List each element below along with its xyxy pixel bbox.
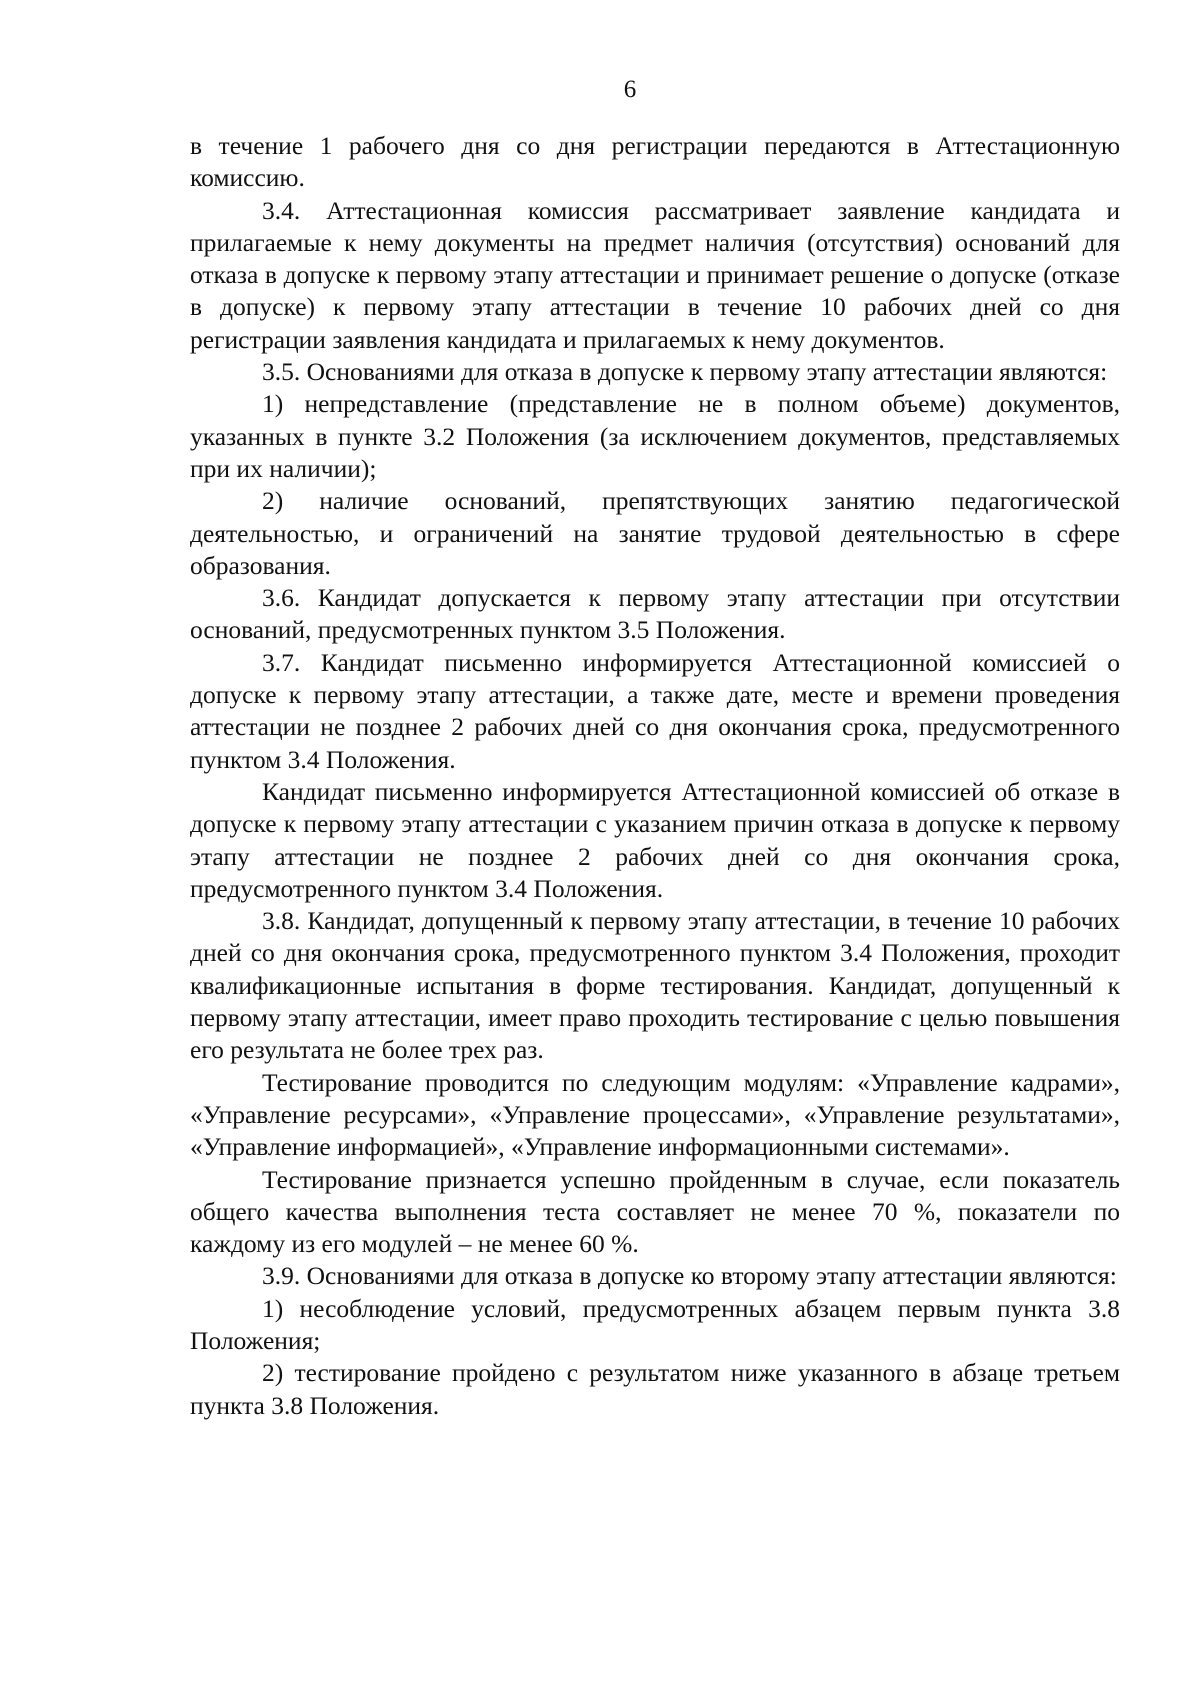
document-body: [190, 130, 1120, 1422]
paragraph-3-8-threshold: Тестирование признается успешно пройденным в случае, если показатель общего качества выполнения теста составляет не менее 70 %, показатели по каждому из его модулей – не менее 60 %.: [190, 1164, 1120, 1259]
paragraph-3-5-item-1: 1) непредставление (представление не в полном объеме) документов, указанных в пункте 3.2 Положения (за исключением документов, представляемых при их наличии);: [190, 389, 1120, 483]
paragraph-3-5: 3.5. Основаниями для отказа в допуске к первому этапу аттестации являются:: [262, 357, 1108, 387]
paragraph-3-8-modules: Тестирование проводится по следующим модулям: «Управление кадрами», «Управление ресурсами», «Управление процессами», «Управление результатами», «Управление информацией», «Управление информационными системами».: [190, 1067, 1120, 1162]
paragraph-3-9: 3.9. Основаниями для отказа в допуске ко второму этапу аттестации являются:: [262, 1261, 1117, 1291]
paragraph-3-5-item-2: 2) наличие оснований, препятствующих занятию педагогической деятельностью, и ограничений на занятие трудовой деятельностью в сфере образования.: [190, 486, 1120, 580]
paragraph-3-7-refusal: Кандидат письменно информируется Аттестационной комиссией об отказе в допуске к первому этапу аттестации с указанием причин отказа в допуске к первому этапу аттестации не позднее 2 рабочих дней со дня окончания срока, предусмотренного пунктом 3.4 Положения.: [190, 776, 1120, 903]
page-number: 6: [623, 76, 637, 103]
paragraph-3-7: 3.7. Кандидат письменно информируется Аттестационной комиссией о допуске к первому этапу аттестации, а также дате, месте и времени проведения аттестации не позднее 2 рабочих дней со дня окончания срока, предусмотренного пунктом 3.4 Положения.: [190, 647, 1120, 774]
paragraph-3-6: 3.6. Кандидат допускается к первому этапу аттестации при отсутствии оснований, предусмотренных пунктом 3.5 Положения.: [190, 583, 1120, 645]
paragraph-3-9-item-1: 1) несоблюдение условий, предусмотренных абзацем первым пункта 3.8 Положения;: [190, 1293, 1120, 1355]
paragraph-3-9-item-2: 2) тестирование пройдено с результатом ниже указанного в абзаце третьем пункта 3.8 Положения.: [190, 1358, 1120, 1420]
paragraph-continuation: в течение 1 рабочего дня со дня регистрации передаются в Аттестационную комиссию.: [190, 131, 1120, 193]
paragraph-3-8: 3.8. Кандидат, допущенный к первому этапу аттестации, в течение 10 рабочих дней со дня окончания срока, предусмотренного пунктом 3.4 Положения, проходит квалификационные испытания в форме тестирования. Кандидат, допущенный к первому этапу аттестации, имеет право проходить тестирование с целью повышения его результата не более трех раз.: [190, 906, 1120, 1065]
paragraph-3-4: 3.4. Аттестационная комиссия рассматривает заявление кандидата и прилагаемые к нему документы на предмет наличия (отсутствия) оснований для отказа в допуске к первому этапу аттестации и принимает решение о допуске (отказе в допуске) к первому этапу аттестации в течение 10 рабочих дней со дня регистрации заявления кандидата и прилагаемых к нему документов.: [190, 195, 1120, 354]
